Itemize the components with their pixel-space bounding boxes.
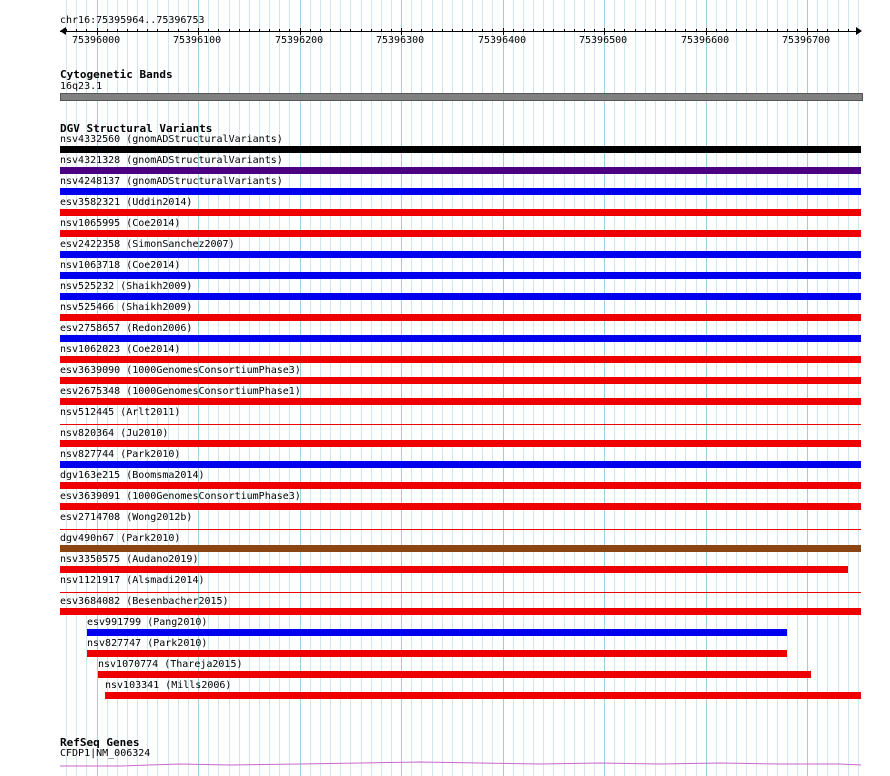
grid-line [310,0,311,776]
ruler-minor-tick [736,29,737,32]
grid-line [777,0,778,776]
cytoband-label: 16q23.1 [60,81,103,92]
ruler-minor-tick [594,29,595,32]
grid-line [594,0,595,776]
ruler-minor-tick [564,29,565,32]
ruler-minor-tick [523,29,524,32]
ruler-minor-tick [513,29,514,32]
dgv-variant-label[interactable]: nsv1070774 (Thareja2015) [98,659,243,670]
grid-line [665,0,666,776]
dgv-variant-bar[interactable] [60,566,848,573]
dgv-variant-bar[interactable] [60,209,861,216]
ruler-tick [706,28,707,35]
ruler-minor-tick [665,29,666,32]
ruler-minor-tick [229,29,230,32]
ruler-minor-tick [188,29,189,32]
dgv-variant-bar[interactable] [87,629,787,636]
grid-line [340,0,341,776]
dgv-variant-label[interactable]: esv2714708 (Wong2012b) [60,512,193,523]
dgv-variant-bar[interactable] [60,251,861,258]
cytoband-bar[interactable] [60,93,863,101]
ruler-minor-tick [756,29,757,32]
grid-line [391,0,392,776]
dgv-variant-bar[interactable] [60,377,861,384]
grid-line [767,0,768,776]
ruler-minor-tick [340,29,341,32]
ruler-tick-label: 75396300 [376,35,425,46]
grid-line [706,0,707,776]
dgv-variant-label[interactable]: dgv490n67 (Park2010) [60,533,181,544]
ruler-minor-tick [249,29,250,32]
grid-line [350,0,351,776]
grid-line [614,0,615,776]
dgv-variant-bar[interactable] [60,356,861,363]
ruler-minor-tick [746,29,747,32]
dgv-variant-bar[interactable] [60,482,861,489]
ruler-minor-tick [472,29,473,32]
grid-line [645,0,646,776]
ruler-minor-tick [330,29,331,32]
ruler-minor-tick [817,29,818,32]
ruler-minor-tick [696,29,697,32]
dgv-variant-label[interactable]: nsv4321328 (gnomADStructuralVariants) [60,155,283,166]
ruler-minor-tick [777,29,778,32]
ruler-minor-tick [361,29,362,32]
dgv-variant-label[interactable]: nsv1065995 (Coe2014) [60,218,181,229]
dgv-variant-label[interactable]: esv3639090 (1000GenomesConsortiumPhase3) [60,365,301,376]
grid-line [421,0,422,776]
dgv-variant-label[interactable]: dgv163e215 (Boomsma2014) [60,470,205,481]
ruler-minor-tick [157,29,158,32]
grid-line [756,0,757,776]
refseq-gene-label[interactable]: CFDP1|NM_006324 [60,748,151,759]
dgv-variant-bar[interactable] [60,398,861,405]
ruler-minor-tick [553,29,554,32]
ruler-tick-label: 75396400 [478,35,527,46]
dgv-variant-bar[interactable] [60,545,861,552]
dgv-track-title[interactable]: DGV Structural Variants [60,122,213,135]
dgv-variant-label[interactable]: nsv1063718 (Coe2014) [60,260,181,271]
grid-line [655,0,656,776]
grid-line [543,0,544,776]
grid-line [381,0,382,776]
dgv-variant-bar[interactable] [60,592,861,593]
ruler-tick [604,28,605,35]
ruler-minor-tick [797,29,798,32]
dgv-variant-label[interactable]: nsv820364 (Ju2010) [60,428,169,439]
dgv-variant-label[interactable]: nsv103341 (Mills2006) [105,680,232,691]
locus-label: chr16:75395964..75396753 [60,15,205,26]
ruler-minor-tick [827,29,828,32]
ruler-tick-label: 75396000 [72,35,121,46]
ruler-minor-tick [767,29,768,32]
ruler-minor-tick [117,29,118,32]
grid-line [848,0,849,776]
dgv-variant-label[interactable]: esv991799 (Pang2010) [87,617,208,628]
ruler-right-arrow-icon [856,27,862,35]
grid-line [797,0,798,776]
ruler-minor-tick [208,29,209,32]
ruler-minor-tick [279,29,280,32]
ruler-minor-tick [269,29,270,32]
dgv-variant-bar[interactable] [60,167,861,174]
ruler-minor-tick [147,29,148,32]
dgv-variant-bar[interactable] [60,608,861,615]
ruler-tick [300,28,301,35]
ruler-minor-tick [218,29,219,32]
grid-line [696,0,697,776]
ruler-minor-tick [726,29,727,32]
ruler-minor-tick [492,29,493,32]
ruler-minor-tick [574,29,575,32]
grid-line [564,0,565,776]
ruler-minor-tick [350,29,351,32]
ruler-minor-tick [432,29,433,32]
ruler-minor-tick [533,29,534,32]
ruler-minor-tick [371,29,372,32]
dgv-variant-bar[interactable] [60,293,861,300]
dgv-variant-label[interactable]: esv3582321 (Uddin2014) [60,197,193,208]
grid-line [513,0,514,776]
ruler-minor-tick [411,29,412,32]
ruler-minor-tick [787,29,788,32]
dgv-variant-label[interactable]: nsv4248137 (gnomADStructuralVariants) [60,176,283,187]
ruler-minor-tick [614,29,615,32]
ruler-minor-tick [391,29,392,32]
ruler-tick-label: 75396700 [782,35,831,46]
ruler-line [60,31,860,32]
dgv-variant-label[interactable]: nsv4332560 (gnomADStructuralVariants) [60,134,283,145]
grid-line [432,0,433,776]
ruler-minor-tick [421,29,422,32]
dgv-variant-bar[interactable] [98,671,811,678]
ruler-minor-tick [645,29,646,32]
grid-line [574,0,575,776]
grid-line [827,0,828,776]
dgv-variant-bar[interactable] [105,692,861,699]
grid-line [838,0,839,776]
dgv-variant-label[interactable]: esv2422358 (SimonSanchez2007) [60,239,235,250]
ruler-minor-tick [442,29,443,32]
dgv-variant-label[interactable]: esv2675348 (1000GenomesConsortiumPhase1) [60,386,301,397]
ruler-minor-tick [452,29,453,32]
grid-line [320,0,321,776]
grid-line [482,0,483,776]
dgv-variant-label[interactable]: nsv3350575 (Audano2019) [60,554,199,565]
ruler-minor-tick [838,29,839,32]
dgv-variant-bar[interactable] [60,272,861,279]
grid-line [371,0,372,776]
grid-line [492,0,493,776]
ruler-minor-tick [716,29,717,32]
ruler-minor-tick [320,29,321,32]
ruler-minor-tick [127,29,128,32]
dgv-variant-label[interactable]: nsv525466 (Shaikh2009) [60,302,193,313]
dgv-variant-label[interactable]: nsv512445 (Arlt2011) [60,407,181,418]
refseq-track-title[interactable]: RefSeq Genes [60,736,140,749]
grid-line [787,0,788,776]
dgv-variant-bar[interactable] [87,650,787,657]
dgv-variant-label[interactable]: esv3639091 (1000GenomesConsortiumPhase3) [60,491,301,502]
ruler-minor-tick [168,29,169,32]
grid-line [472,0,473,776]
dgv-variant-bar[interactable] [60,314,861,321]
ruler-minor-tick [66,29,67,32]
grid-line [726,0,727,776]
grid-line [330,0,331,776]
dgv-variant-bar[interactable] [60,424,861,425]
dgv-variant-bar[interactable] [60,188,861,195]
dgv-variant-label[interactable]: nsv827747 (Park2010) [87,638,208,649]
grid-line [503,0,504,776]
grid-line [858,0,859,776]
grid-line [624,0,625,776]
grid-line [817,0,818,776]
grid-line [533,0,534,776]
ruler-minor-tick [259,29,260,32]
grid-line [553,0,554,776]
ruler-minor-tick [584,29,585,32]
ruler-minor-tick [86,29,87,32]
ruler-minor-tick [239,29,240,32]
dgv-variant-label[interactable]: nsv1121917 (Alsmadi2014) [60,575,205,586]
refseq-gene-line[interactable] [0,756,890,776]
grid-line [675,0,676,776]
grid-line [401,0,402,776]
ruler-tick-label: 75396100 [173,35,222,46]
ruler-tick [198,28,199,35]
ruler-tick [503,28,504,35]
dgv-variant-bar[interactable] [60,230,861,237]
ruler-minor-tick [675,29,676,32]
grid-line [411,0,412,776]
dgv-variant-label[interactable]: esv2758657 (Redon2006) [60,323,193,334]
ruler-minor-tick [137,29,138,32]
ruler-minor-tick [381,29,382,32]
dgv-variant-label[interactable]: esv3684082 (Besenbacher2015) [60,596,229,607]
ruler-tick [401,28,402,35]
dgv-variant-label[interactable]: nsv827744 (Park2010) [60,449,181,460]
dgv-variant-bar[interactable] [60,461,861,468]
ruler-minor-tick [543,29,544,32]
ruler-minor-tick [482,29,483,32]
grid-line [584,0,585,776]
ruler-minor-tick [685,29,686,32]
grid-line [361,0,362,776]
ruler-tick-label: 75396600 [681,35,730,46]
ruler-minor-tick [107,29,108,32]
ruler-tick-label: 75396200 [275,35,324,46]
dgv-variant-bar[interactable] [60,503,861,510]
ruler-minor-tick [858,29,859,32]
dgv-variant-bar[interactable] [60,335,861,342]
grid-line [462,0,463,776]
grid-line [452,0,453,776]
ruler-minor-tick [76,29,77,32]
ruler-tick-label: 75396500 [579,35,628,46]
ruler-minor-tick [624,29,625,32]
grid-line [746,0,747,776]
grid-line [716,0,717,776]
dgv-variant-bar[interactable] [60,146,861,153]
ruler-tick [97,28,98,35]
dgv-variant-bar[interactable] [60,440,861,447]
ruler-minor-tick [289,29,290,32]
grid-line [635,0,636,776]
ruler-tick [807,28,808,35]
grid-line [442,0,443,776]
ruler-minor-tick [310,29,311,32]
ruler-minor-tick [848,29,849,32]
ruler-minor-tick [462,29,463,32]
grid-line [736,0,737,776]
ruler-minor-tick [178,29,179,32]
cytoband-track-title[interactable]: Cytogenetic Bands [60,68,173,81]
ruler-minor-tick [655,29,656,32]
dgv-variant-label[interactable]: nsv1062023 (Coe2014) [60,344,181,355]
ruler-minor-tick [635,29,636,32]
dgv-variant-label[interactable]: nsv525232 (Shaikh2009) [60,281,193,292]
dgv-variant-bar[interactable] [60,529,861,530]
grid-line [685,0,686,776]
grid-line [604,0,605,776]
grid-line [807,0,808,776]
grid-line [523,0,524,776]
